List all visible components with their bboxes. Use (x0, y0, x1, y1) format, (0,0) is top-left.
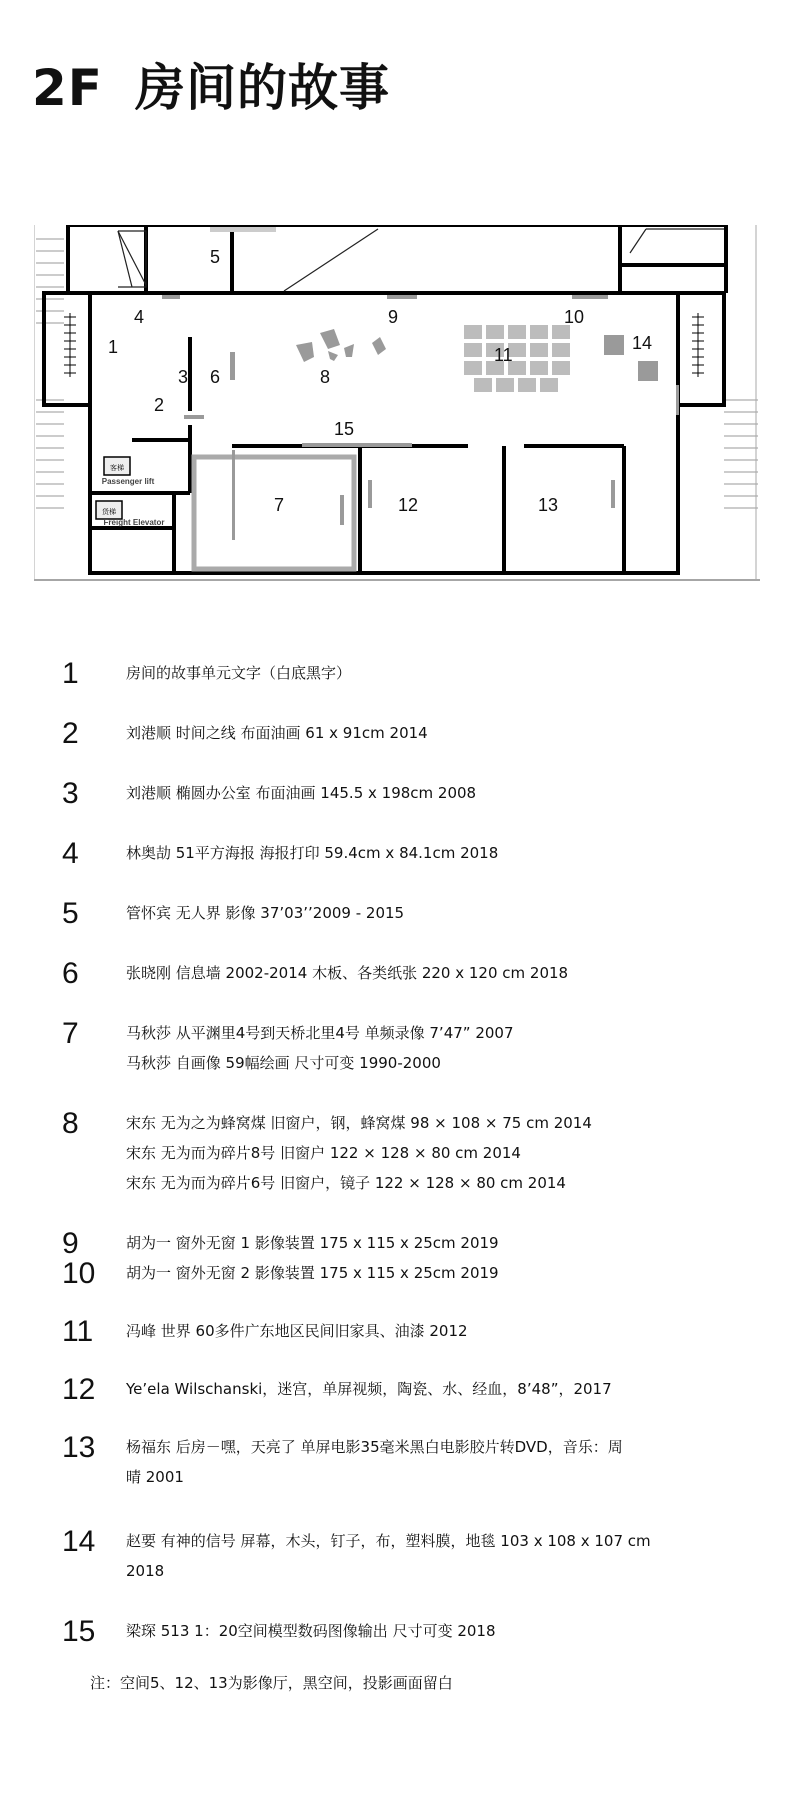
legend-item (62, 1431, 623, 1492)
legend-text: 刘港顺 椭圆办公室 布面油画 145.5 x 198cm 2008 (126, 784, 477, 802)
legend-item (62, 1017, 514, 1078)
room-number-10: 10 (564, 307, 585, 327)
legend-text: 马秋莎 从平渊里4号到天桥北里4号 单频录像 7’47” 2007 (126, 1024, 514, 1042)
room-number-6: 6 (210, 367, 221, 387)
legend-text: 赵要 有神的信号 屏幕，木头，钉子，布，塑料膜，地毯 103 x 108 x 107 cm (126, 1532, 651, 1550)
legend-number: 3 (62, 777, 79, 810)
legend-item (62, 1373, 612, 1406)
legend-text: 林奥劼 51平方海报 海报打印 59.4cm x 84.1cm 2018 (126, 844, 499, 862)
legend-number: 10 (62, 1257, 96, 1290)
room-number-7: 7 (274, 495, 285, 515)
stair-hatch-left (36, 239, 64, 508)
room-number-11: 11 (494, 345, 513, 365)
floor-plan (34, 225, 760, 585)
room-number-9: 9 (388, 307, 399, 327)
legend-item (62, 717, 428, 750)
legend-item (62, 1315, 468, 1348)
passenger-lift-label: Passenger lift (101, 477, 155, 486)
legend-text: 张晓刚 信息墙 2002-2014 木板、各类纸张 220 x 120 cm 2018 (126, 964, 569, 982)
legend-text: 梁琛 513 1：20空间模型数码图像输出 尺寸可变 2018 (126, 1622, 496, 1640)
legend-text: 晴 2001 (126, 1468, 184, 1486)
room-number-4: 4 (134, 307, 145, 327)
room-number-14: 14 (632, 333, 653, 353)
legend-number: 4 (62, 837, 79, 870)
room-number-8: 8 (320, 367, 331, 387)
passenger-lift-icon-text: 客梯 (110, 465, 124, 472)
legend-number: 14 (62, 1525, 96, 1558)
legend-text: 管怀宾 无人界 影像 37’03’’2009 - 2015 (126, 904, 405, 922)
legend-item (62, 957, 569, 990)
room-number-1: 1 (108, 337, 119, 357)
legend-number: 9 (62, 1227, 79, 1260)
stair-hatch-right (724, 400, 758, 508)
room-number-2: 2 (154, 395, 165, 415)
artworks (162, 295, 679, 540)
legend-text: 胡为一 窗外无窗 2 影像装置 175 x 115 x 25cm 2019 (126, 1264, 499, 1282)
legend-item (62, 1525, 651, 1586)
room-number-15: 15 (334, 419, 355, 439)
passenger-lift (102, 457, 155, 486)
legend-item (62, 657, 352, 690)
page-title (32, 48, 390, 120)
legend-item (62, 1257, 499, 1290)
legend-item (62, 1615, 496, 1648)
legend-number: 7 (62, 1017, 79, 1050)
legend-text: Ye’ela Wilschanski，迷宫，单屏视频，陶瓷、水、经血，8’48”，2017 (126, 1380, 612, 1398)
legend-number: 15 (62, 1615, 96, 1648)
legend-number: 12 (62, 1373, 96, 1406)
legend-text: 杨福东 后房－嘿，天亮了 单屏电影35毫米黑白电影胶片转DVD，音乐：周 (126, 1438, 623, 1456)
legend-number: 13 (62, 1431, 96, 1464)
freight-elevator-label: Freight Elevator (103, 518, 165, 527)
legend-text: 马秋莎 自画像 59幅绘画 尺寸可变 1990-2000 (126, 1054, 441, 1072)
furniture-grid (464, 325, 570, 392)
legend-text: 宋东 无为之为蜂窝煤 旧窗户，钢，蜂窝煤 98 × 108 × 75 cm 2014 (126, 1114, 592, 1132)
freight-elevator (96, 501, 164, 527)
room-number-5: 5 (210, 247, 221, 267)
legend-item (62, 1227, 499, 1260)
room-number-13: 13 (538, 495, 559, 515)
title-text: 房间的故事 (134, 59, 390, 117)
footnote: 注：空间5、12、13为影像厅，黑空间，投影画面留白 (90, 1674, 453, 1692)
room-number-3: 3 (178, 367, 189, 387)
legend-text: 房间的故事单元文字（白底黑字） (126, 664, 352, 682)
legend-text: 宋东 无为而为碎片8号 旧窗户 122 × 128 × 80 cm 2014 (126, 1144, 521, 1162)
legend-text: 刘港顺 时间之线 布面油画 61 x 91cm 2014 (126, 724, 428, 742)
legend-item (62, 1107, 592, 1198)
legend-item (62, 777, 477, 810)
legend-number: 6 (62, 957, 79, 990)
legend-item (62, 897, 405, 930)
legend-text: 2018 (126, 1562, 165, 1580)
legend-number: 2 (62, 717, 79, 750)
legend-number: 1 (62, 657, 79, 690)
floor-label: 2F (32, 59, 103, 117)
legend-number: 8 (62, 1107, 79, 1140)
legend-text: 胡为一 窗外无窗 1 影像装置 175 x 115 x 25cm 2019 (126, 1234, 499, 1252)
freight-elevator-icon-text: 货梯 (102, 509, 116, 516)
legend-text: 宋东 无为而为碎片6号 旧窗户，镜子 122 × 128 × 80 cm 2014 (126, 1174, 566, 1192)
room-number-12: 12 (398, 495, 419, 515)
legend-number: 5 (62, 897, 79, 930)
legend-text: 冯峰 世界 60多件广东地区民间旧家具、油漆 2012 (126, 1322, 468, 1340)
legend-number: 11 (62, 1315, 94, 1348)
legend-item (62, 837, 499, 870)
